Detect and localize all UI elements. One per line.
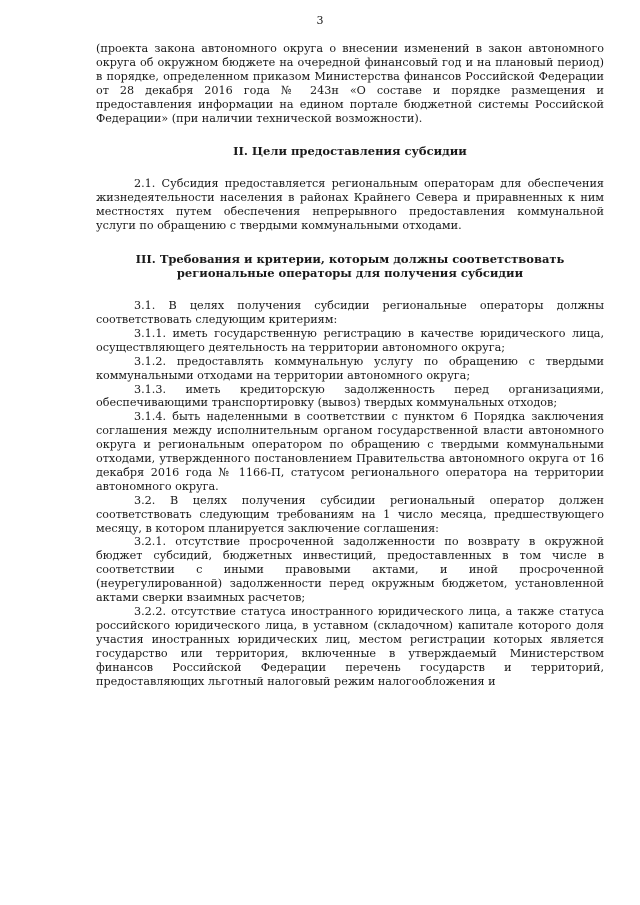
paragraph-3-2-1: 3.2.1. отсутствие просроченной задолженности по возврату в окружной бюджет субсидий, бюджетных инвестиций, предоставленных в том числе в соответствии с иными правовыми актами, и иной просроченной (неурегулированной) задолженности перед окружным бюджетом, установленной актами сверки взаимных расчетов; (96, 535, 604, 605)
paragraph-3-2-2: 3.2.2. отсутствие статуса иностранного юридического лица, а также статуса российского юридического лица, в уставном (складочном) капитале которого доля участия иностранных юридических лиц, местом регистрации которых является государство или территория, включенные в утверждаемый Министерством финансов Российской Федерации перечень государств и территорий, предоставляющих льготный налоговый режим налогообложения и (96, 605, 604, 688)
paragraph-2-1: 2.1. Субсидия предоставляется региональным операторам для обеспечения жизнедеятельности населения в районах Крайнего Севера и приравненных к ним местностях путем обеспечения непрерывного предоставления коммунальной услуги по обращению с твердыми коммунальными отходами. (96, 177, 604, 233)
section-3-heading-line-2: региональные операторы для получения субсидии (176, 266, 524, 281)
paragraph-3-2: 3.2. В целях получения субсидии региональный оператор должен соответствовать следующим требованиям на 1 число месяца, предшествующего месяцу, в котором планируется заключение соглашения: (96, 493, 604, 535)
paragraph-3-1-1: 3.1.1. иметь государственную регистрацию в качестве юридического лица, осуществляющего деятельность на территории автономного округа; (96, 326, 604, 354)
page-number: 3 (316, 14, 324, 27)
paragraph-3-1-3: 3.1.3. иметь кредиторскую задолженность перед организациями, обеспечивающими транспортировку (вывоз) твердых коммунальных отходов; (96, 382, 604, 410)
section-3-heading-line-1: III. Требования и критерии, которым должны соответствовать (135, 252, 565, 267)
document-body (96, 42, 604, 688)
paragraph-3-1-4: 3.1.4. быть наделенными в соответствии с пунктом 6 Порядка заключения соглашения между исполнительным органом государственной власти автономного округа и региональным оператором по обращению с твердыми коммунальными отходами, утвержденного постановлением Правительства автономного округа от 16 декабря 2016 года № 1166-П, статусом регионального оператора на территории автономного округа. (96, 410, 604, 493)
paragraph-3-1-2: 3.1.2. предоставлять коммунальную услугу по обращению с твердыми коммунальными отходами на территории автономного округа; (96, 354, 604, 382)
intro-paragraph: (проекта закона автономного округа о внесении изменений в закон автономного округа об окружном бюджете на очередной финансовый год и на плановый период) в порядке, определенном приказом Министерства финансов Российской Федерации от 28 декабря 2016 года № 243н «О составе и порядке размещения и предоставления информации на едином портале бюджетной системы Российской Федерации» (при наличии технической возможности). (96, 42, 604, 125)
section-3-heading (96, 252, 604, 280)
paragraph-3-1: 3.1. В целях получения субсидии региональные операторы должны соответствовать следующим критериям: (96, 299, 604, 326)
section-2-heading: II. Цели предоставления субсидии (233, 144, 467, 159)
